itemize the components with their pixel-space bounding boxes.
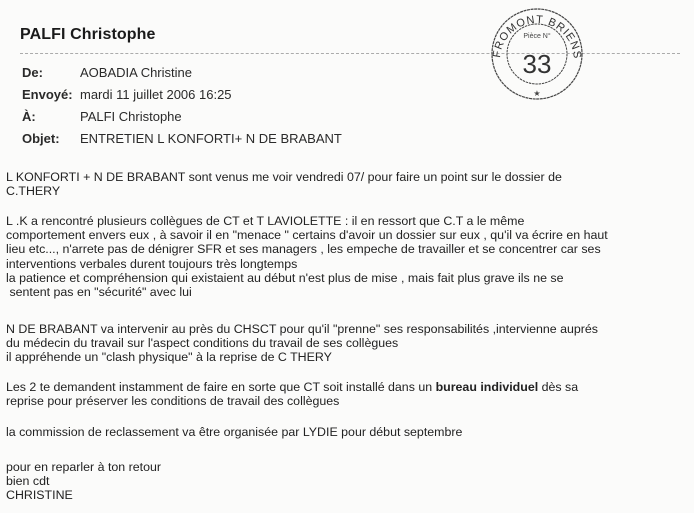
from-value: AOBADIA Christine <box>80 65 192 80</box>
email-paragraph-4 <box>6 380 691 408</box>
email-paragraph-2 <box>6 214 691 299</box>
email-body <box>6 170 691 198</box>
header-subject <box>22 131 342 146</box>
sent-label: Envoyé: <box>22 87 73 102</box>
to-label: À: <box>22 109 36 124</box>
body-line: N DE BRABANT va intervenir au près du CHSCT pour qu'il "prenne" ses responsabilités ,intervienne auprés <box>6 322 598 336</box>
header-from <box>22 65 192 80</box>
header-sent <box>22 87 232 102</box>
body-line: sentent pas en "sécurité" avec lui <box>6 285 192 300</box>
svg-text:★: ★ <box>533 89 541 98</box>
body-line: C.THERY <box>6 184 61 199</box>
closing-line: pour en reparler à ton retour <box>6 460 161 474</box>
header-to <box>22 109 182 124</box>
email-paragraph-3 <box>6 322 691 365</box>
bold-emphasis: bureau individuel <box>435 380 539 394</box>
body-line: Les 2 te demandent instamment de faire en sorte que CT soit installé dans un bureau individuel dès sa <box>6 380 579 394</box>
body-line: du médecin du travail sur l'aspect conditions du travail de ses collègues <box>6 336 399 351</box>
body-line: lieu etc..., n'arrete pas de dénigrer SFR et ses managers , les empeche de travailler et se concentrer car ses <box>6 242 601 257</box>
body-line: comportement envers eux , à savoir il en "menace " certains d'avoir un dossier sur eux , qu'il va écrire en haut <box>6 228 608 243</box>
body-line: il appréhende un "clash physique" à la reprise de C THERY <box>6 350 332 365</box>
sent-value: mardi 11 juillet 2006 16:25 <box>80 87 232 102</box>
subject-value: ENTRETIEN L KONFORTI+ N DE BRABANT <box>80 131 342 146</box>
body-line: la patience et compréhension qui existaient au début n'est plus de mise , mais fait plus grave ils ne se <box>6 270 564 285</box>
email-closing <box>6 460 691 503</box>
closing-line: bien cdt <box>6 474 50 489</box>
body-line: L KONFORTI + N DE BRABANT sont venus me voir vendredi 07/ pour faire un point sur le dossier de <box>6 170 562 184</box>
from-label: De: <box>22 65 43 80</box>
body-line: la commission de reclassement va être organisée par LYDIE pour début septembre <box>6 425 463 439</box>
svg-text:FROMONT BRIENS: FROMONT BRIENS <box>490 13 584 60</box>
signature: CHRISTINE <box>6 488 73 503</box>
subject-label: Objet: <box>22 131 60 146</box>
mailbox-owner-title: PALFI Christophe <box>20 26 156 43</box>
email-paragraph-5 <box>6 425 691 439</box>
body-line: interventions verbales durent toujours très longtemps <box>6 256 298 271</box>
body-line: reprise pour préserver les conditions de travail des collègues <box>6 394 340 409</box>
to-value: PALFI Christophe <box>80 109 182 124</box>
stamp-icon <box>488 4 586 102</box>
body-line: L .K a rencontré plusieurs collègues de CT et T LAVIOLETTE : il en ressort que C.T a le même <box>6 214 525 228</box>
svg-text:33: 33 <box>522 49 552 79</box>
fromont-briens-stamp <box>488 4 586 102</box>
svg-text:Pièce N°: Pièce N° <box>523 33 551 40</box>
